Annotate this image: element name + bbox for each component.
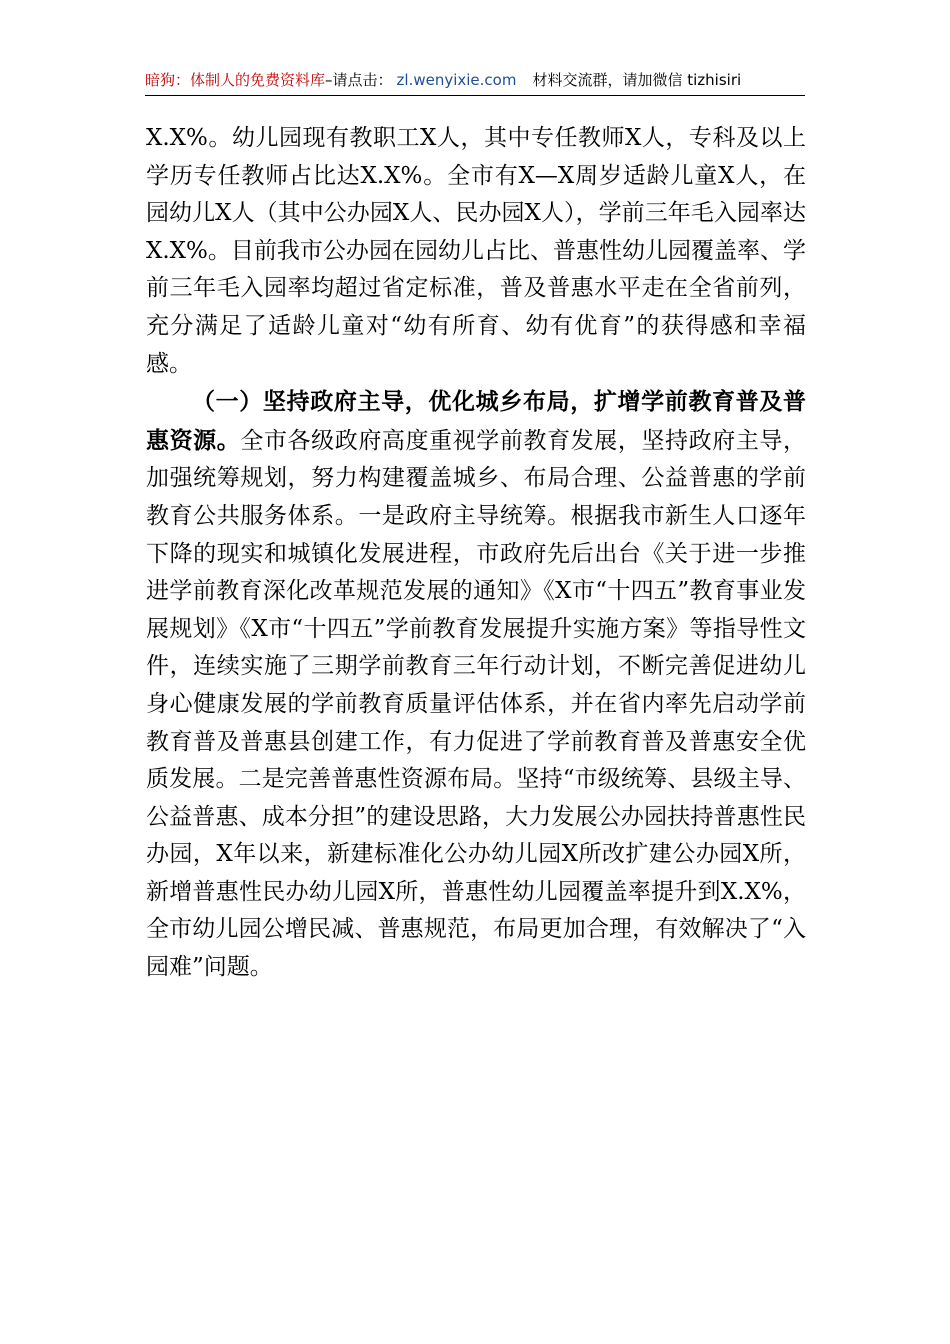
- header-url-link[interactable]: zl.wenyixie.com: [396, 71, 517, 89]
- header-click-prompt: –请点击：: [325, 71, 393, 89]
- page-header: [145, 68, 805, 92]
- section-heading-1: （一）坚持政府主导，优化城乡布局，扩增学前教育普及普惠资源。: [146, 388, 806, 454]
- section-paragraph-1: [146, 383, 806, 987]
- header-wechat-note: 材料交流群，请加微信 tizhisiri: [532, 71, 742, 89]
- header-divider: [145, 95, 805, 96]
- header-site-label: 暗狗：体制人的免费资料库: [145, 71, 326, 89]
- document-body: [146, 120, 806, 987]
- paragraph-continuation: X.X%。幼儿园现有教职工X人，其中专任教师X人，专科及以上学历专任教师占比达X.X%。全市有X—X周岁适龄儿童X人，在园幼儿X人（其中公办园X人、民办园X人），学前三年毛入园率达X.X%。目前我市公办园在园幼儿占比、普惠性幼儿园覆盖率、学前三年毛入园率均超过省定标准，普及普惠水平走在全省前列，充分满足了适龄儿童对“幼有所育、幼有优育”的获得感和幸福感。: [146, 125, 806, 377]
- section-body-1: 全市各级政府高度重视学前教育发展，坚持政府主导，加强统筹规划，努力构建覆盖城乡、布局合理、公益普惠的学前教育公共服务体系。一是政府主导统筹。根据我市新生人口逐年下降的现实和城镇化发展进程，市政府先后出台《关于进一步推进学前教育深化改革规范发展的通知》《X市“十四五”教育事业发展规划》《X市“十四五”学前教育发展提升实施方案》等指导性文件，连续实施了三期学前教育三年行动计划，不断完善促进幼儿身心健康发展的学前教育质量评估体系，并在省内率先启动学前教育普及普惠县创建工作，有力促进了学前教育普及普惠安全优质发展。二是完善普惠性资源布局。坚持“市级统筹、县级主导、公益普惠、成本分担”的建设思路，大力发展公办园扶持普惠性民办园，X年以来，新建标准化公办幼儿园X所改扩建公办园X所，新增普惠性民办幼儿园X所，普惠性幼儿园覆盖率提升到X.X%，全市幼儿园公增民减、普惠规范，布局更加合理，有效解决了“入园难”问题。: [146, 427, 807, 981]
